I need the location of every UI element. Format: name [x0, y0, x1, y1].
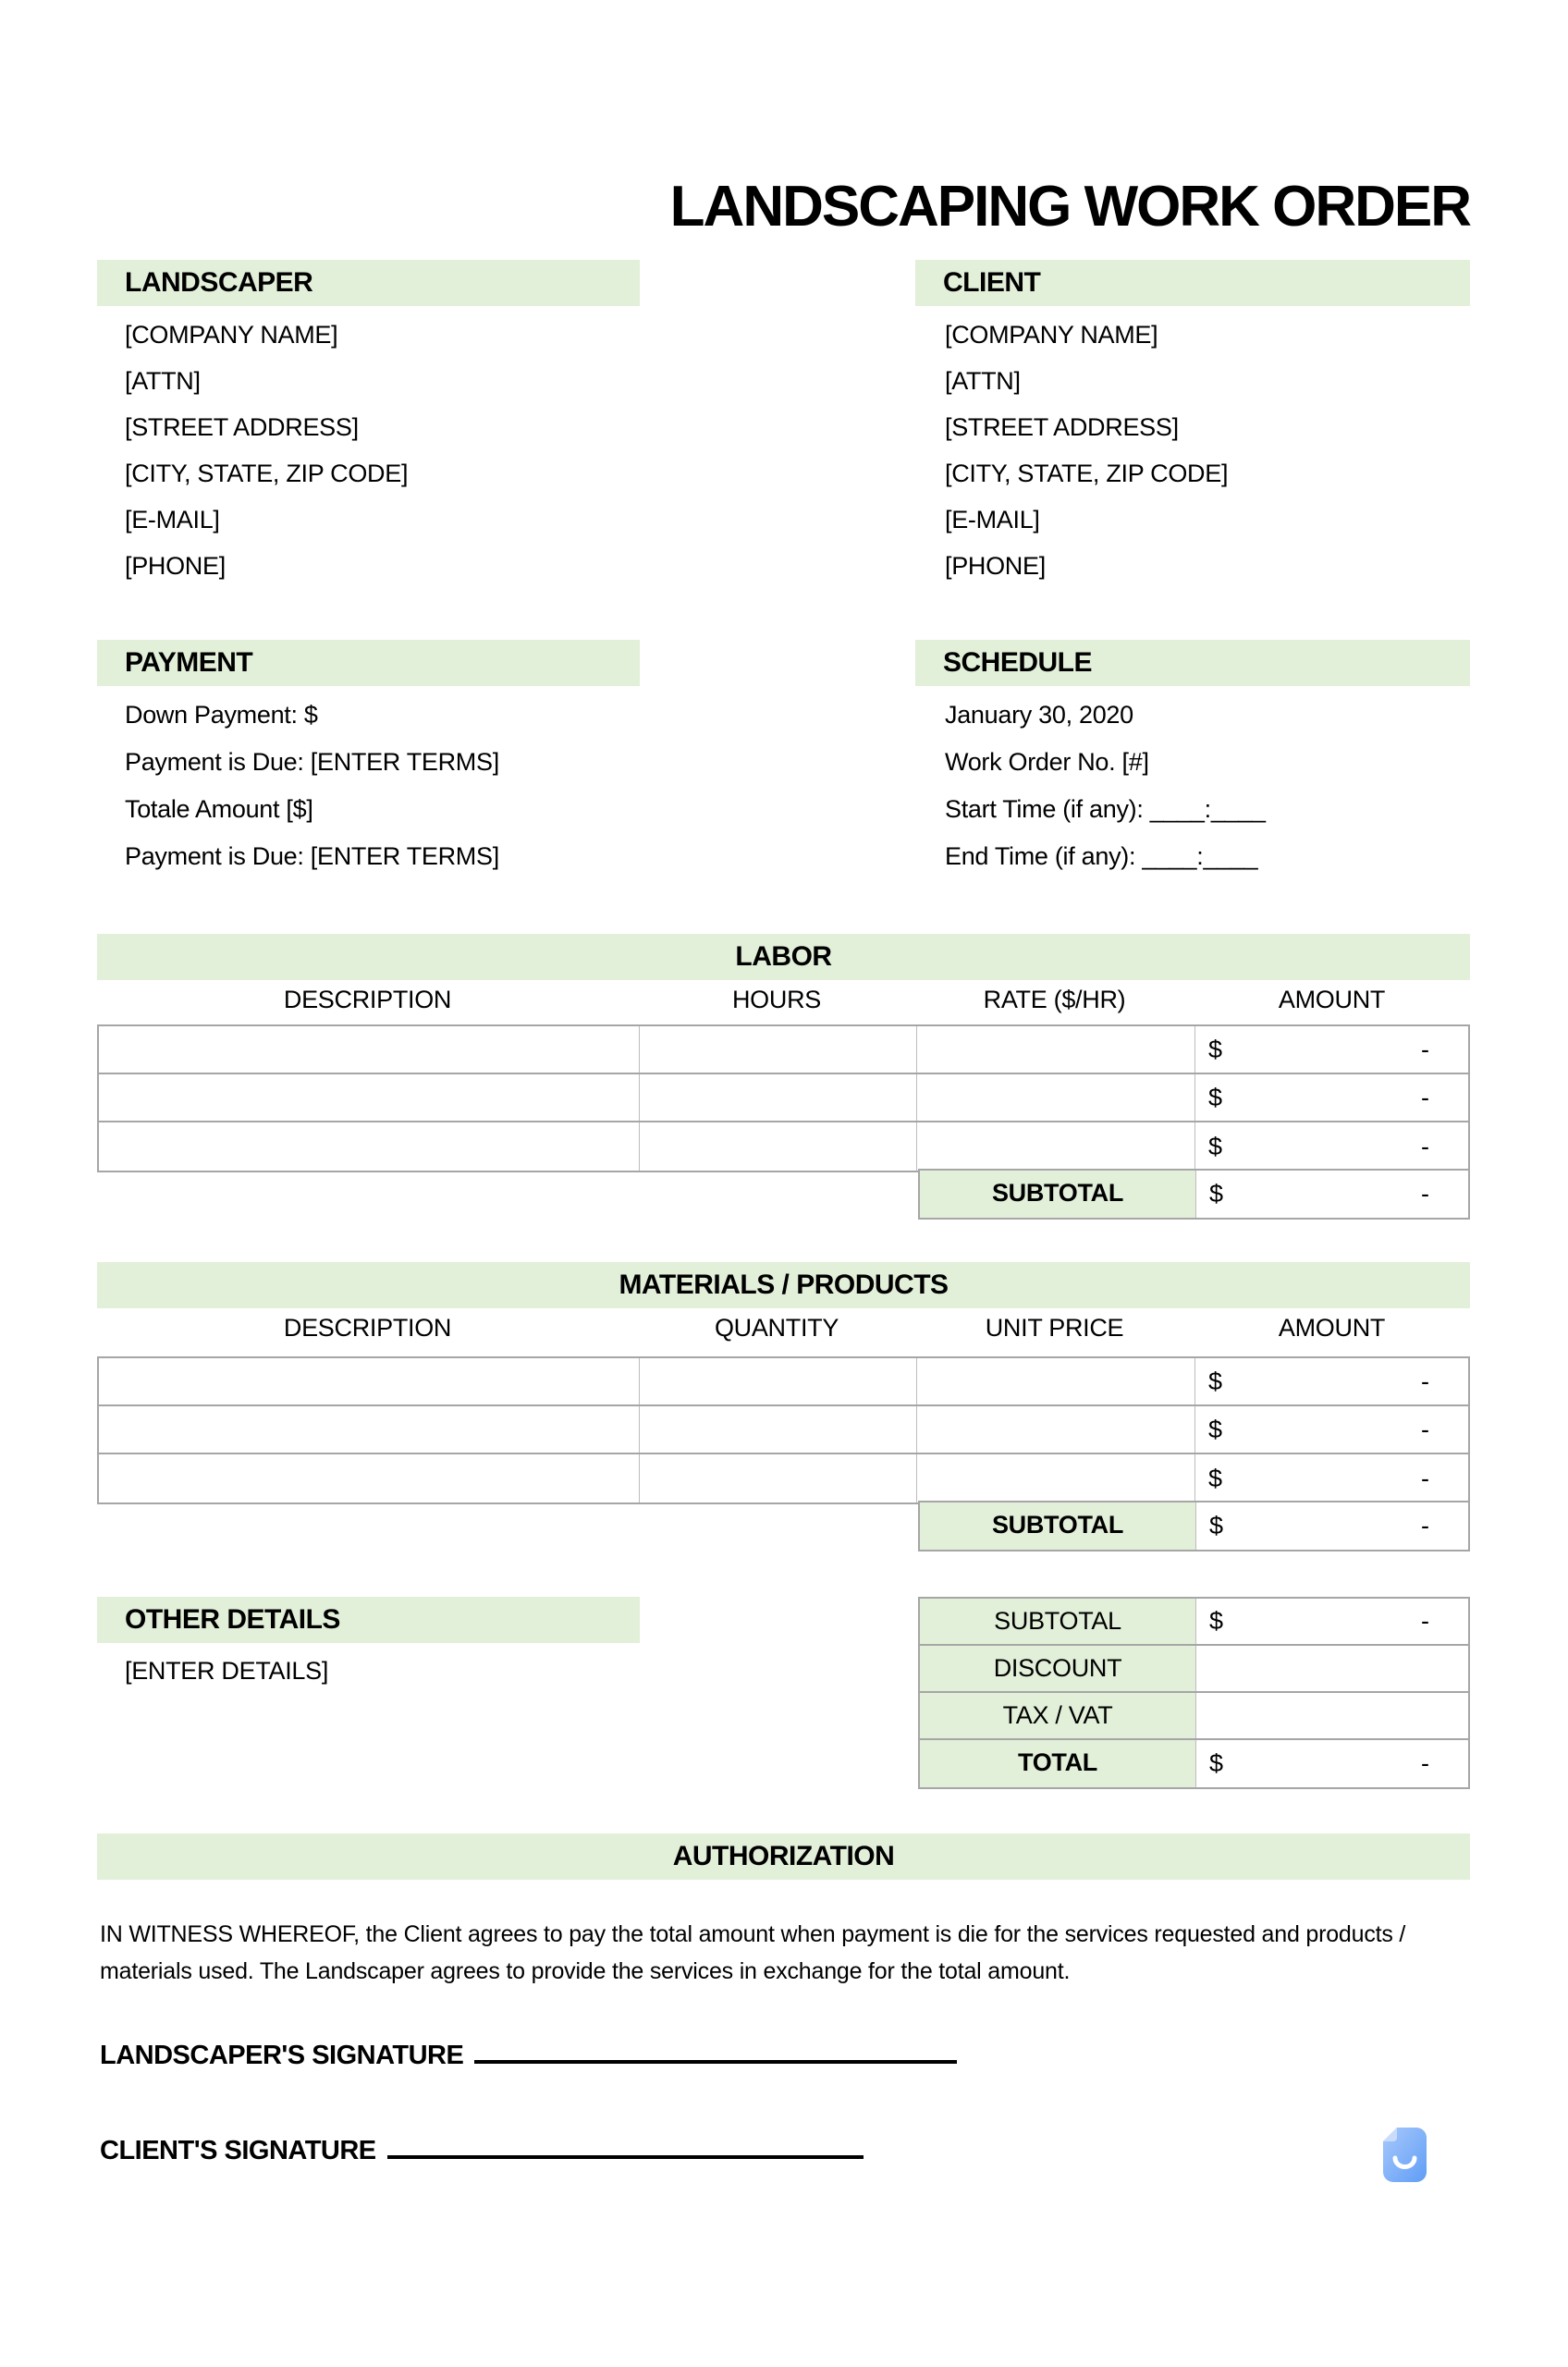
other-details-section-header: OTHER DETAILS: [97, 1597, 640, 1643]
amount-value: -: [1421, 1367, 1429, 1395]
table-row: [99, 1454, 1468, 1502]
materials-unit-price-cell[interactable]: [917, 1406, 1195, 1453]
materials-col-quantity: QUANTITY: [714, 1314, 839, 1342]
labor-description-cell[interactable]: [99, 1026, 640, 1073]
schedule-date: January 30, 2020: [945, 701, 1133, 729]
table-row: [99, 1074, 1468, 1122]
client-signature-row: [100, 2129, 864, 2166]
labor-amount-cell: [1195, 1074, 1468, 1121]
materials-description-cell[interactable]: [99, 1358, 640, 1404]
labor-col-rate: RATE ($/HR): [983, 986, 1126, 1013]
client-company-name: [COMPANY NAME]: [945, 321, 1158, 349]
labor-rate-cell[interactable]: [917, 1026, 1195, 1073]
totals-discount-label: DISCOUNT: [920, 1646, 1196, 1691]
client-signature-label: CLIENT'S SIGNATURE: [100, 2136, 376, 2165]
landscaper-signature-line[interactable]: [474, 2034, 957, 2064]
landscaper-email: [E-MAIL]: [125, 506, 220, 533]
materials-subtotal-label: SUBTOTAL: [920, 1502, 1196, 1550]
materials-amount-cell: [1195, 1406, 1468, 1453]
authorization-body-text: IN WITNESS WHEREOF, the Client agrees to pay the total amount when payment is die for the services requested and products / materials used. The Landscaper agrees to provide the services in exchange for the total amount.: [100, 1921, 1406, 1984]
materials-section-header: MATERIALS / PRODUCTS: [97, 1262, 1470, 1308]
materials-subtotal-amount-cell: [1196, 1502, 1468, 1550]
materials-amount-cell: [1195, 1454, 1468, 1502]
labor-subtotal-row: [918, 1169, 1470, 1220]
amount-value: -: [1421, 1035, 1429, 1063]
amount-value: -: [1421, 1512, 1429, 1539]
labor-subtotal-amount-cell: [1196, 1171, 1468, 1218]
labor-rate-cell[interactable]: [917, 1122, 1195, 1171]
currency-symbol: $: [1209, 1607, 1224, 1635]
totals-discount-amount-cell[interactable]: [1196, 1646, 1468, 1691]
client-street-address: [STREET ADDRESS]: [945, 413, 1179, 441]
totals-subtotal-label: SUBTOTAL: [920, 1599, 1196, 1644]
table-row: [99, 1358, 1468, 1406]
landscaper-company-name: [COMPANY NAME]: [125, 321, 338, 349]
labor-description-cell[interactable]: [99, 1074, 640, 1121]
client-phone: [PHONE]: [945, 552, 1046, 580]
client-city-state-zip: [CITY, STATE, ZIP CODE]: [945, 460, 1229, 487]
schedule-start-time[interactable]: Start Time (if any): ____:____: [945, 795, 1266, 823]
labor-col-hours: HOURS: [731, 986, 821, 1013]
currency-symbol: $: [1208, 1132, 1223, 1160]
payment-info-block: [125, 692, 499, 880]
client-attn: [ATTN]: [945, 367, 1021, 395]
totals-tax-amount-cell[interactable]: [1196, 1693, 1468, 1738]
amount-value: -: [1421, 1464, 1429, 1492]
labor-col-amount: AMOUNT: [1278, 986, 1386, 1013]
amount-value: -: [1421, 1607, 1429, 1635]
materials-quantity-cell[interactable]: [640, 1358, 917, 1404]
client-signature-line[interactable]: [387, 2129, 864, 2159]
labor-table: [97, 1024, 1470, 1172]
landscaper-section-header: LANDSCAPER: [97, 260, 640, 306]
client-info-block: [945, 312, 1228, 589]
schedule-info-block: [945, 692, 1266, 880]
materials-col-amount: AMOUNT: [1278, 1314, 1386, 1342]
payment-due-terms-1: Payment is Due: [ENTER TERMS]: [125, 748, 499, 776]
labor-description-cell[interactable]: [99, 1122, 640, 1171]
labor-hours-cell[interactable]: [640, 1074, 917, 1121]
labor-subtotal-label: SUBTOTAL: [920, 1171, 1196, 1218]
labor-column-headers: [97, 982, 1470, 1017]
totals-tax-row: [920, 1693, 1468, 1740]
authorization-section-header: AUTHORIZATION: [97, 1834, 1470, 1880]
landscaper-attn: [ATTN]: [125, 367, 201, 395]
table-row: [99, 1122, 1468, 1171]
table-row: [99, 1026, 1468, 1074]
materials-amount-cell: [1195, 1358, 1468, 1404]
currency-symbol: $: [1209, 1180, 1224, 1208]
client-email: [E-MAIL]: [945, 506, 1040, 533]
payment-total-amount: Totale Amount [$]: [125, 795, 313, 823]
document-smile-logo-icon: [1383, 2128, 1427, 2182]
currency-symbol: $: [1209, 1512, 1224, 1539]
payment-down-payment: Down Payment: $: [125, 701, 318, 729]
currency-symbol: $: [1208, 1083, 1223, 1111]
materials-description-cell[interactable]: [99, 1406, 640, 1453]
currency-symbol: $: [1208, 1035, 1223, 1063]
amount-value: -: [1421, 1749, 1429, 1777]
totals-total-label: TOTAL: [920, 1740, 1196, 1787]
materials-quantity-cell[interactable]: [640, 1454, 917, 1502]
materials-subtotal-row: [918, 1501, 1470, 1551]
materials-description-cell[interactable]: [99, 1454, 640, 1502]
amount-value: -: [1421, 1415, 1429, 1443]
materials-col-unit-price: UNIT PRICE: [985, 1314, 1124, 1342]
labor-rate-cell[interactable]: [917, 1074, 1195, 1121]
labor-hours-cell[interactable]: [640, 1122, 917, 1171]
totals-tax-label: TAX / VAT: [920, 1693, 1196, 1738]
landscaper-phone: [PHONE]: [125, 552, 226, 580]
currency-symbol: $: [1208, 1367, 1223, 1395]
materials-unit-price-cell[interactable]: [917, 1454, 1195, 1502]
landscaper-city-state-zip: [CITY, STATE, ZIP CODE]: [125, 460, 409, 487]
labor-amount-cell: [1195, 1122, 1468, 1171]
totals-table: [918, 1597, 1470, 1789]
totals-total-row: [920, 1740, 1468, 1787]
payment-section-header: PAYMENT: [97, 640, 640, 686]
page-title: LANDSCAPING WORK ORDER: [669, 175, 1470, 239]
amount-value: -: [1421, 1180, 1429, 1208]
labor-col-description: DESCRIPTION: [283, 986, 452, 1013]
landscaper-signature-label: LANDSCAPER'S SIGNATURE: [100, 2041, 464, 2070]
amount-value: -: [1421, 1083, 1429, 1111]
landscaper-info-block: [125, 312, 408, 589]
materials-col-description: DESCRIPTION: [283, 1314, 452, 1342]
totals-discount-row: [920, 1646, 1468, 1693]
currency-symbol: $: [1208, 1464, 1223, 1492]
landscaper-signature-row: [100, 2034, 957, 2071]
schedule-work-order-no: Work Order No. [#]: [945, 748, 1149, 776]
totals-subtotal-row: [920, 1599, 1468, 1646]
materials-table: [97, 1356, 1470, 1504]
amount-value: -: [1421, 1132, 1429, 1160]
schedule-end-time[interactable]: End Time (if any): ____:____: [945, 842, 1258, 870]
totals-subtotal-amount-cell: [1196, 1599, 1468, 1644]
currency-symbol: $: [1209, 1749, 1224, 1777]
labor-hours-cell[interactable]: [640, 1026, 917, 1073]
labor-section-header: LABOR: [97, 934, 1470, 980]
payment-due-terms-2: Payment is Due: [ENTER TERMS]: [125, 842, 499, 870]
materials-column-headers: [97, 1310, 1470, 1345]
materials-quantity-cell[interactable]: [640, 1406, 917, 1453]
totals-total-amount-cell: [1196, 1740, 1468, 1787]
currency-symbol: $: [1208, 1415, 1223, 1443]
schedule-section-header: SCHEDULE: [915, 640, 1470, 686]
client-section-header: CLIENT: [915, 260, 1470, 306]
labor-amount-cell: [1195, 1026, 1468, 1073]
table-row: [99, 1406, 1468, 1454]
materials-unit-price-cell[interactable]: [917, 1358, 1195, 1404]
landscaper-street-address: [STREET ADDRESS]: [125, 413, 359, 441]
other-details-value[interactable]: [ENTER DETAILS]: [125, 1657, 329, 1685]
